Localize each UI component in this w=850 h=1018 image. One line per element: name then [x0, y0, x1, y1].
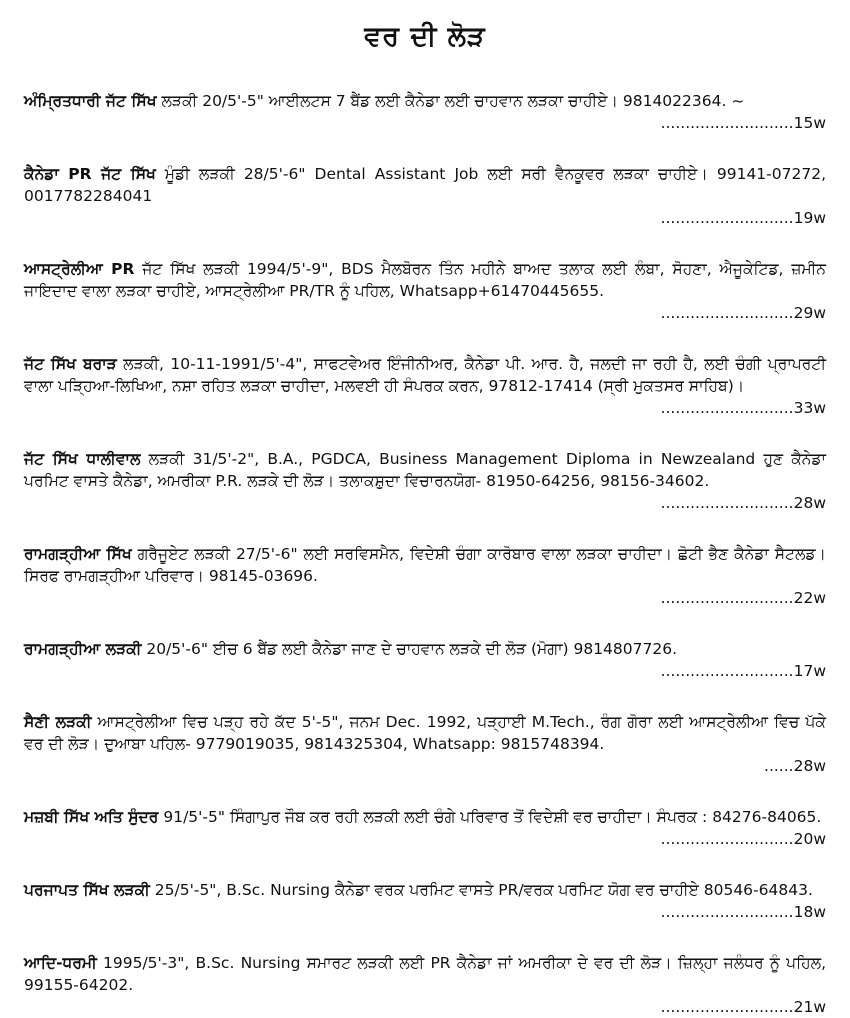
ad-lead: ਜੱਟ ਸਿੱਖ ਧਾਲੀਵਾਲ: [24, 450, 141, 468]
ad-item: [24, 879, 826, 923]
ad-code: ...........................17w: [660, 662, 826, 680]
ad-body: ਜੱਟ ਸਿੱਖ ਲੜਕੀ 1994/5'-9", BDS ਮੈਲਬੋਰਨ ਤਿੰਨ ਮਹੀਨੇ ਬਾਅਦ ਤਲਾਕ ਲਈ ਲੰਬਾ, ਸੋਹਣਾ, ਐਜੂਕੇਟਿਡ, ਜ਼ਮੀਨ ਜਾਇਦਾਦ ਵਾਲਾ ਲੜਕਾ ਚਾਹੀਏ, ਆਸਟ੍ਰੇਲੀਆ PR/TR ਨੂੰ ਪਹਿਲ, Whatsapp+61470445655.: [24, 260, 826, 300]
page-title: ਵਰ ਦੀ ਲੋੜ: [364, 21, 486, 52]
ad-body: 20/5'-6" ਈਚ 6 ਬੈਂਡ ਲਈ ਕੈਨੇਡਾ ਜਾਣ ਦੇ ਚਾਹਵਾਨ ਲੜਕੇ ਦੀ ਲੋੜ (ਮੋਗਾ) 9814807726.: [141, 640, 678, 658]
ad-lead: ਆਦਿ-ਧਰਮੀ: [24, 954, 97, 972]
ad-lead: ਰਾਮਗੜ੍ਹੀਆ ਸਿੱਖ: [24, 545, 132, 563]
ad-item: [24, 448, 826, 514]
ad-lead: ਸੈਣੀ ਲੜਕੀ: [24, 713, 92, 731]
ad-body: ਲੜਕੀ 20/5'-5" ਆਈਲਟਸ 7 ਬੈਂਡ ਲਈ ਕੈਨੇਡਾ ਲਈ ਚਾਹਵਾਨ ਲੜਕਾ ਚਾਹੀਏ। 9814022364. ~: [156, 92, 745, 110]
ad-code: ...........................18w: [660, 903, 826, 921]
ad-body: ਆਸਟ੍ਰੇਲੀਆ ਵਿਚ ਪੜ੍ਹ ਰਹੇ ਕੱਦ 5'-5", ਜਨਮ Dec. 1992, ਪੜ੍ਹਾਈ M.Tech., ਰੰਗ ਗੋਰਾ ਲਈ ਆਸਟ੍ਰੇਲੀਆ ਵਿਚ ਪੱਕੇ ਵਰ ਦੀ ਲੋੜ। ਦੁਆਬਾ ਪਹਿਲ- 9779019035, 9814325304, Whatsapp: 9815748394.: [24, 713, 826, 753]
ad-body: ਗਰੈਜੂਏਟ ਲੜਕੀ 27/5'-6" ਲਈ ਸਰਵਿਸਮੈਨ, ਵਿਦੇਸ਼ੀ ਚੰਗਾ ਕਾਰੋਬਾਰ ਵਾਲਾ ਲੜਕਾ ਚਾਹੀਦਾ। ਛੋਟੀ ਭੈਣ ਕੈਨੇਡਾ ਸੈਟਲਡ। ਸਿਰਫ ਰਾਮਗੜ੍ਹੀਆ ਪਰਿਵਾਰ। 98145-03696.: [24, 545, 826, 585]
ad-body: 1995/5'-3", B.Sc. Nursing ਸਮਾਰਟ ਲੜਕੀ ਲਈ PR ਕੈਨੇਡਾ ਜਾਂ ਅਮਰੀਕਾ ਦੇ ਵਰ ਦੀ ਲੋੜ। ਜ਼ਿਲ੍ਹਾ ਜਲੰਧਰ ਨੂੰ ਪਹਿਲ, 99155-64202.: [24, 954, 826, 994]
ad-item: [24, 90, 826, 134]
ad-item: [24, 638, 826, 682]
ad-item: [24, 353, 826, 419]
ad-body: ਲੜਕੀ, 10-11-1991/5'-4", ਸਾਫਟਵੇਅਰ ਇੰਜੀਨੀਅਰ, ਕੈਨੇਡਾ ਪੀ. ਆਰ. ਹੈ, ਜਲਦੀ ਜਾ ਰਹੀ ਹੈ, ਲਈ ਚੰਗੀ ਪ੍ਰਾਪਰਟੀ ਵਾਲਾ ਪੜ੍ਹਿਆ-ਲਿਖਿਆ, ਨਸ਼ਾ ਰਹਿਤ ਲੜਕਾ ਚਾਹੀਦਾ, ਮਲਵਈ ਹੀ ਸੰਪਰਕ ਕਰਨ, 97812-17414 (ਸ੍ਰੀ ਮੁਕਤਸਰ ਸਾਹਿਬ)।: [24, 355, 826, 395]
ad-lead: ਪਰਜਾਪਤ ਸਿੱਖ ਲੜਕੀ: [24, 881, 150, 899]
ad-code: ...........................15w: [660, 114, 826, 132]
ad-body: 91/5'-5" ਸਿੰਗਾਪੁਰ ਜੌਬ ਕਰ ਰਹੀ ਲੜਕੀ ਲਈ ਚੰਗੇ ਪਰਿਵਾਰ ਤੋਂ ਵਿਦੇਸ਼ੀ ਵਰ ਚਾਹੀਦਾ। ਸੰਪਰਕ : 84276-84065.: [158, 808, 822, 826]
ad-lead: ਰਾਮਗੜ੍ਹੀਆ ਲੜਕੀ: [24, 640, 142, 658]
ad-lead: ਕੈਨੇਡਾ PR ਜੱਟ ਸਿੱਖ: [24, 165, 156, 183]
ad-item: [24, 543, 826, 609]
ad-item: [24, 711, 826, 777]
ad-body: 25/5'-5", B.Sc. Nursing ਕੈਨੇਡਾ ਵਰਕ ਪਰਮਿਟ ਵਾਸਤੇ PR/ਵਰਕ ਪਰਮਿਟ ਯੋਗ ਵਰ ਚਾਹੀਏ 80546-64843.: [149, 881, 813, 899]
ad-code: ...........................29w: [660, 304, 826, 322]
ad-lead: ਮਜ਼ਬੀ ਸਿੱਖ ਅਤਿ ਸੁੰਦਰ: [24, 808, 159, 826]
ad-code: ...........................20w: [660, 830, 826, 848]
ad-item: [24, 163, 826, 229]
ad-body: ਲੜਕੀ 31/5'-2", B.A., PGDCA, Business Management Diploma in Newzealand ਹੁਣ ਕੈਨੇਡਾ ਪਰਮਿਟ ਵਾਸਤੇ ਕੈਨੇਡਾ, ਅਮਰੀਕਾ P.R. ਲੜਕੇ ਦੀ ਲੋੜ। ਤਲਾਕਸ਼ੁਦਾ ਵਿਚਾਰਨਯੋਗ- 81950-64256, 98156-34602.: [24, 450, 826, 490]
ad-body: ਮੂੰਡੀ ਲੜਕੀ 28/5'-6" Dental Assistant Job ਲਈ ਸਰੀ ਵੈਨਕੂਵਰ ਲੜਕਾ ਚਾਹੀਏ। 99141-07272, 0017782284041: [24, 165, 826, 205]
ad-code: ......28w: [764, 757, 826, 775]
ad-code: ...........................33w: [660, 399, 826, 417]
ad-lead: ਜੱਟ ਸਿੱਖ ਬਰਾੜ: [24, 355, 117, 373]
ad-code: ...........................19w: [660, 209, 826, 227]
ad-code: ...........................22w: [660, 589, 826, 607]
ad-item: [24, 258, 826, 324]
ad-item: [24, 952, 826, 1018]
ad-code: ...........................28w: [660, 494, 826, 512]
ad-lead: ਅੰਮ੍ਰਿਤਧਾਰੀ ਜੱਟ ਸਿੱਖ: [24, 92, 157, 110]
ad-lead: ਆਸਟ੍ਰੇਲੀਆ PR: [24, 260, 135, 278]
ad-code: ...........................21w: [660, 998, 826, 1016]
ad-item: [24, 806, 826, 850]
